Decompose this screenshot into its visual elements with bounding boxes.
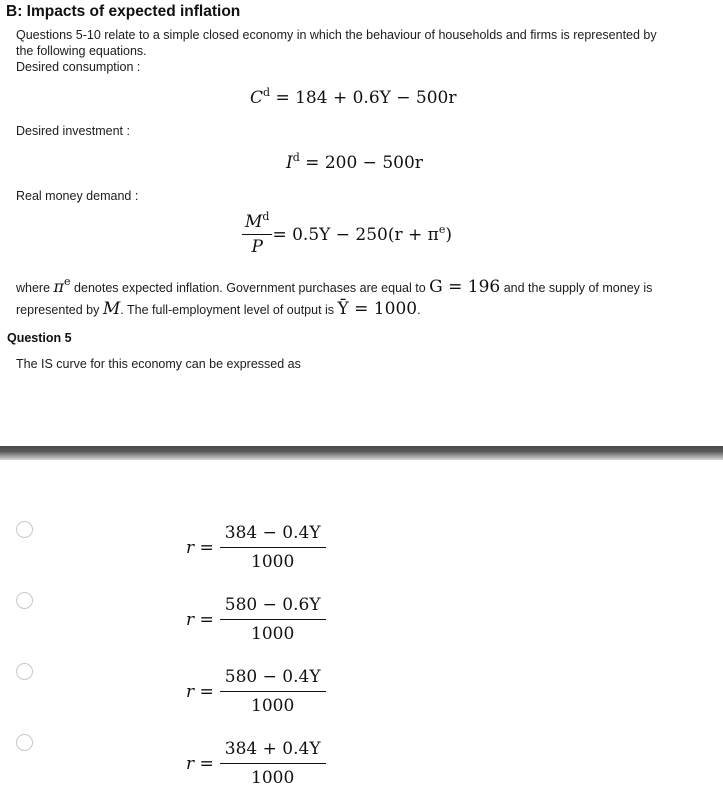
intro-line-1: Questions 5-10 relate to a simple closed economy in which the behaviour of households and firms is represented by: [16, 28, 657, 42]
option-4-expression: [186, 739, 326, 788]
question-title: Question 5: [7, 331, 72, 345]
money-label: Real money demand :: [16, 189, 139, 203]
option-2-lhs: r =: [186, 609, 214, 630]
investment-label: Desired investment :: [16, 124, 130, 138]
money-fraction: [242, 212, 272, 257]
option-4-denominator: 1000: [251, 768, 295, 788]
option-1-expression: [186, 523, 326, 572]
radio-button-3[interactable]: [16, 663, 33, 680]
money-equation: [242, 212, 452, 257]
investment-sup: d: [292, 151, 300, 164]
option-2-denominator: 1000: [251, 624, 295, 644]
option-3-numerator: 580 − 0.4Y: [220, 667, 326, 692]
intro-line-2: the following equations.: [16, 44, 147, 58]
option-2-numerator: 580 − 0.6Y: [220, 595, 326, 620]
radio-button-2[interactable]: [16, 592, 33, 609]
answer-option-1[interactable]: [0, 515, 723, 579]
option-2-expression: [186, 595, 326, 644]
consumption-equation: [250, 88, 457, 108]
investment-rhs: = 200 − 500r: [299, 153, 423, 173]
radio-button-1[interactable]: [16, 521, 33, 538]
question-prompt: The IS curve for this economy can be expressed as: [16, 357, 301, 371]
option-1-numerator: 384 − 0.4Y: [220, 523, 326, 548]
consumption-lhs: C: [250, 88, 264, 108]
option-1-denominator: 1000: [251, 552, 295, 572]
consumption-sup: d: [263, 86, 271, 99]
investment-lhs: I: [286, 153, 293, 173]
option-3-lhs: r =: [186, 681, 214, 702]
option-4-numerator: 384 + 0.4Y: [220, 739, 326, 764]
consumption-rhs: = 184 + 0.6Y − 500r: [270, 88, 457, 108]
notes-text: [16, 276, 652, 321]
answer-option-4[interactable]: [0, 731, 723, 795]
section-title: B: Impacts of expected inflation: [6, 3, 241, 20]
option-3-expression: [186, 667, 326, 716]
answer-option-2[interactable]: [0, 587, 723, 651]
notes-line-2: represented by M. The full-employment level of output is Ȳ = 1000.: [16, 299, 421, 319]
money-denominator: P: [251, 237, 263, 257]
option-3-denominator: 1000: [251, 696, 295, 716]
money-rhs: = $0.5Y - 250(r + \pi^e)$: [272, 222, 453, 245]
option-1-lhs: r =: [186, 537, 214, 558]
intro-text: [16, 27, 657, 75]
answer-option-3[interactable]: [0, 659, 723, 723]
money-numerator: $M^d$: [242, 212, 272, 235]
radio-button-4[interactable]: [16, 734, 33, 751]
investment-equation: [286, 153, 423, 173]
divider-bar: [0, 446, 723, 460]
notes-line-1: where $\pi^e$ denotes expected inflation. Government purchases are equal to G = 196 and the supply of money is: [16, 275, 653, 297]
option-4-lhs: r =: [186, 753, 214, 774]
consumption-label: Desired consumption :: [16, 60, 141, 74]
